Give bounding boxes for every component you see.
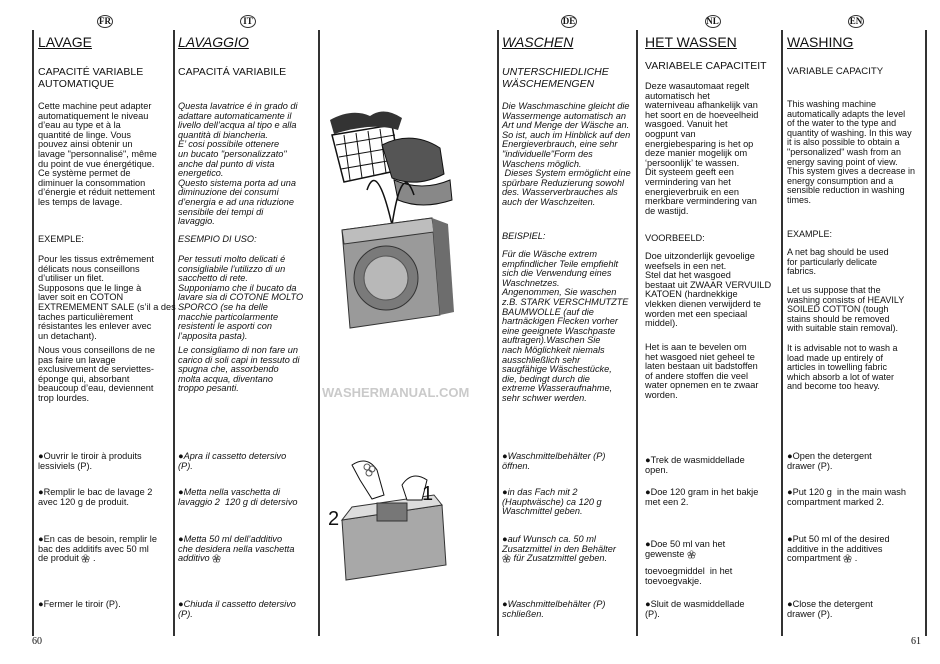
- bullet-icon: ●: [38, 487, 44, 497]
- additive-flower-icon: [843, 553, 852, 563]
- step-text: Doe 50 ml van het gewenste: [645, 539, 726, 559]
- compartment-2-label: 2: [328, 508, 340, 530]
- section-title: HET WASSEN: [645, 34, 737, 50]
- example-label: VOORBEELD:: [645, 233, 705, 243]
- language-badge: NL: [706, 16, 719, 26]
- intro-paragraph: This washing machine automatically adapts the level of the water to the type and quantity of washing. In this way it is also possible to obtain a "personalized" wash from an energy saving point of view. This system gives a decrease in energy consumption and a sensible reduction in washing times.: [787, 99, 916, 205]
- step-text: Close the detergent drawer (P).: [787, 599, 873, 619]
- laundry-basket-icon: [330, 111, 452, 205]
- instruction-step: [178, 535, 294, 564]
- step-text: Chiuda il cassetto detersivo (P).: [178, 599, 296, 619]
- bullet-icon: ●: [502, 487, 508, 497]
- section-subtitle: CAPACITÁ VARIABILE: [178, 66, 287, 78]
- bullet-icon: ●: [178, 599, 184, 609]
- instruction-step: [502, 488, 602, 517]
- bullet-icon: ●: [787, 487, 793, 497]
- bullet-icon: ●: [502, 599, 508, 609]
- step-text: Open the detergent drawer (P).: [787, 451, 872, 471]
- instruction-step: [645, 600, 745, 619]
- additive-flower-icon: [687, 549, 696, 559]
- section-subtitle: VARIABLE CAPACITY: [787, 66, 884, 77]
- step-text: in das Fach mit 2 (Hauptwäsche) ca 120 g Waschmittel geben.: [502, 487, 602, 517]
- instruction-step: [38, 452, 142, 471]
- language-badge: DE: [562, 16, 576, 26]
- intro-paragraph: Questa lavatrice é in grado di adattare automaticamente il livello dell’acqua al tipo e alla quantità di biancheria. E’ cosi possibile ottenere un bucato "personalizzato" anche dal punto di vista energetico. Questo sistema porta ad una diminuzione dei consumi d’energia e ad una riduzione sensibile dei tempi di lavaggio.: [178, 101, 298, 227]
- example-paragraph: Doe uitzonderlijk gevoelige weefsels in een net. Stel dat het wasgoed bestaat uit ZWAAR VERVUILD KATOEN (hardnekkige vlekken dienen verwijderd te worden met een speciaal middel).: [645, 251, 772, 329]
- column-divider: [636, 30, 638, 636]
- step-suffix: für Zusatzmittel geben.: [511, 553, 608, 564]
- instruction-step: [178, 488, 298, 507]
- instruction-step: [787, 488, 906, 507]
- instruction-step: [38, 488, 152, 507]
- step-text: Doe 120 gram in het bakje met een 2.: [645, 487, 759, 507]
- step-text: Waschmittelbehälter (P) öffnen.: [502, 451, 606, 471]
- step-text: Put 120 g in the main wash compartment marked 2.: [787, 487, 906, 507]
- example-paragraph: Per tessuti molto delicati é consigliabile l’utilizzo di un sacchetto di rete. Supponiamo che il bucato da lavare sia di COTONE MOLTO SPORCO (se ha delle macchie particolarmente resistenti le asporti con l’apposita pasta).: [178, 254, 304, 341]
- step-text: Put 50 ml of the desired additive in the additives compartment: [787, 534, 890, 564]
- instruction-step: [502, 535, 616, 564]
- column-divider: [925, 30, 927, 636]
- example-paragraph: A net bag should be used for particularly delicate fabrics.: [787, 247, 889, 277]
- instruction-step: [178, 452, 286, 471]
- instruction-step: [787, 600, 873, 619]
- language-badge: IT: [240, 15, 256, 28]
- instruction-step: [502, 452, 605, 471]
- bullet-icon: ●: [178, 451, 184, 461]
- instruction-step: [787, 452, 872, 471]
- bullet-icon: ●: [502, 534, 508, 544]
- step-suffix: .: [852, 553, 858, 564]
- example-paragraph: It is advisable not to wash a load made up entirely of articles in towelling fabric which absorb a lot of water and become too heavy.: [787, 343, 898, 392]
- instruction-step: [38, 535, 157, 564]
- page-number-left: 60: [32, 636, 42, 647]
- section-title: WASCHEN: [502, 34, 574, 50]
- language-badge: FR: [99, 16, 111, 26]
- instruction-step: [645, 540, 725, 559]
- example-label: EXEMPLE:: [38, 234, 84, 244]
- step-text: Metta nella vaschetta di lavaggio 2 120 g di detersivo: [178, 487, 298, 507]
- section-title: LAVAGE: [38, 34, 92, 50]
- example-label: ESEMPIO DI USO:: [178, 234, 257, 244]
- example-paragraph: Let us suppose that the washing consists of HEAVILY SOILED COTTON (tough stains should be removed with suitable stain removal).: [787, 285, 905, 334]
- example-label: BEISPIEL:: [502, 231, 546, 241]
- example-paragraph: Für die Wäsche extrem empfindlicher Teile empfiehlt sich die Verwendung eines Waschnetzes. Angenommen, Sie waschen z.B. STARK VERSCHMUTZTE BAUMWOLLE (auf die hartnäckigen Flecken vorher eine geeignete Waschpaste auftragen).Waschen Sie nach Möglichkeit niemals ausschließlich sehr saugfähige Wäschestücke, die, bedingt durch die extreme Wasseraufnahme, sehr schwer werden.: [502, 249, 629, 403]
- language-badge: EN: [849, 16, 863, 26]
- bullet-icon: ●: [645, 599, 651, 609]
- intro-paragraph: Cette machine peut adapter automatiquement le niveau d’eau au type et à la quantité de linge. Vous pouvez ainsi obtenir un lavage "personnalisé", même du point de vue énergétique. Ce système permet de diminuer la consommation d’énergie et réduit nettement les temps de lavage.: [38, 101, 157, 207]
- example-paragraph: Le consigliamo di non fare un carico di soli capi in tessuto di spugna che, assorbendo molta acqua, diventano troppo pesanti.: [178, 345, 300, 394]
- bullet-icon: ●: [787, 451, 793, 461]
- bullet-icon: ●: [38, 599, 44, 609]
- step-text: auf Wunsch ca. 50 ml Zusatzmittel in den Behälter: [502, 534, 616, 554]
- bullet-icon: ●: [787, 599, 793, 609]
- bullet-icon: ●: [38, 451, 44, 461]
- bullet-icon: ●: [38, 534, 44, 544]
- instruction-step: [645, 488, 758, 507]
- bullet-icon: ●: [178, 487, 184, 497]
- intro-paragraph: Deze wasautomaat regelt automatisch het waterniveau afhankelijk van het soort en de hoeveelheid wasgoed. Vanuit het oogpunt van energiebesparing is het op deze manier mogelijk om ‘persoonlijk’ te wassen. Dit systeem geeft een vermindering van het energieverbruik en een merkbare vermindering van de wastijd.: [645, 81, 759, 216]
- bullet-icon: ●: [787, 534, 793, 544]
- section-subtitle: UNTERSCHIEDLICHE WÄSCHEMENGEN: [502, 66, 609, 90]
- example-label: EXAMPLE:: [787, 229, 833, 239]
- step-text: En cas de besoin, remplir le bac des additifs avec 50 ml de produit: [38, 534, 157, 564]
- example-paragraph: Nous vous conseillons de ne pas faire un lavage exclusivement de serviettes- éponge qui, absorbant beaucoup d’eau, deviennent trop lourdes.: [38, 345, 155, 403]
- additive-flower-icon: [212, 553, 221, 563]
- watermark: WASHERMANUAL.COM: [322, 385, 470, 400]
- example-paragraph: Het is aan te bevelen om het wasgoed niet geheel te laten bestaan uit badstoffen of andere stoffen die veel water opnemen en te zwaar worden.: [645, 342, 759, 400]
- instruction-step: [645, 456, 745, 475]
- section-subtitle: CAPACITÉ VARIABLE AUTOMATIQUE: [38, 66, 144, 90]
- step-text: Trek de wasmiddellade open.: [645, 455, 745, 475]
- bullet-icon: ●: [645, 539, 651, 549]
- bullet-icon: ●: [645, 487, 651, 497]
- step-text: Ouvrir le tiroir à produits lessiviels (P).: [38, 451, 142, 471]
- bullet-icon: ●: [645, 455, 651, 465]
- step-text: Remplir le bac de lavage 2 avec 120 g de produit.: [38, 487, 153, 507]
- section-title: WASHING: [787, 34, 854, 50]
- page-number-right: 61: [911, 636, 921, 647]
- column-divider: [781, 30, 783, 636]
- detergent-drawer-illustration: [322, 455, 462, 585]
- example-paragraph: Pour les tissus extrêmement délicats nous conseillons d’utiliser un filet. Supposons que le linge à laver soit en COTON EXTREMEMENT SALE (s’il a des taches particulièrement résistantes les enlever avec un detachant).: [38, 254, 176, 341]
- intro-paragraph: Die Waschmaschine gleicht die Wassermenge automatisch an Art und Menge der Wäsche an. So ist, auch im Hinblick auf den Energieverbrauch, eine sehr "individuelle"Form des Waschens möglich. Dieses System ermöglicht eine spürbare Reduzierung sowohl des. Wasserverbrauches als auch der Waschzeiten.: [502, 101, 631, 207]
- section-title: LAVAGGIO: [178, 34, 249, 50]
- laundry-basket-and-washer-illustration: [322, 100, 462, 335]
- step-text: Sluit de wasmiddellade (P).: [645, 599, 745, 619]
- washing-machine-icon: [342, 218, 454, 328]
- column-divider: [497, 30, 499, 636]
- section-subtitle: VARIABELE CAPACITEIT: [645, 60, 767, 72]
- compartment-1-label: 1: [422, 483, 434, 505]
- step-text: Fermer le tiroir (P).: [43, 599, 121, 609]
- step-text: Waschmittelbehälter (P) schließen.: [502, 599, 606, 619]
- instruction-step: [38, 600, 121, 610]
- additive-flower-icon: [502, 553, 511, 563]
- step-text: Metta 50 ml dell’additivo che desidera nella vaschetta additivo: [178, 534, 295, 564]
- instruction-step: [787, 535, 890, 564]
- step-text: Apra il cassetto detersivo (P).: [178, 451, 287, 471]
- column-divider: [32, 30, 34, 636]
- column-divider: [318, 30, 320, 636]
- bullet-icon: ●: [178, 534, 184, 544]
- instruction-step: [502, 600, 605, 619]
- instruction-step-continued: toevoegmiddel in het toevoegvakje.: [645, 566, 733, 586]
- step-suffix: .: [90, 553, 96, 564]
- instruction-step: [178, 600, 296, 619]
- bullet-icon: ●: [502, 451, 508, 461]
